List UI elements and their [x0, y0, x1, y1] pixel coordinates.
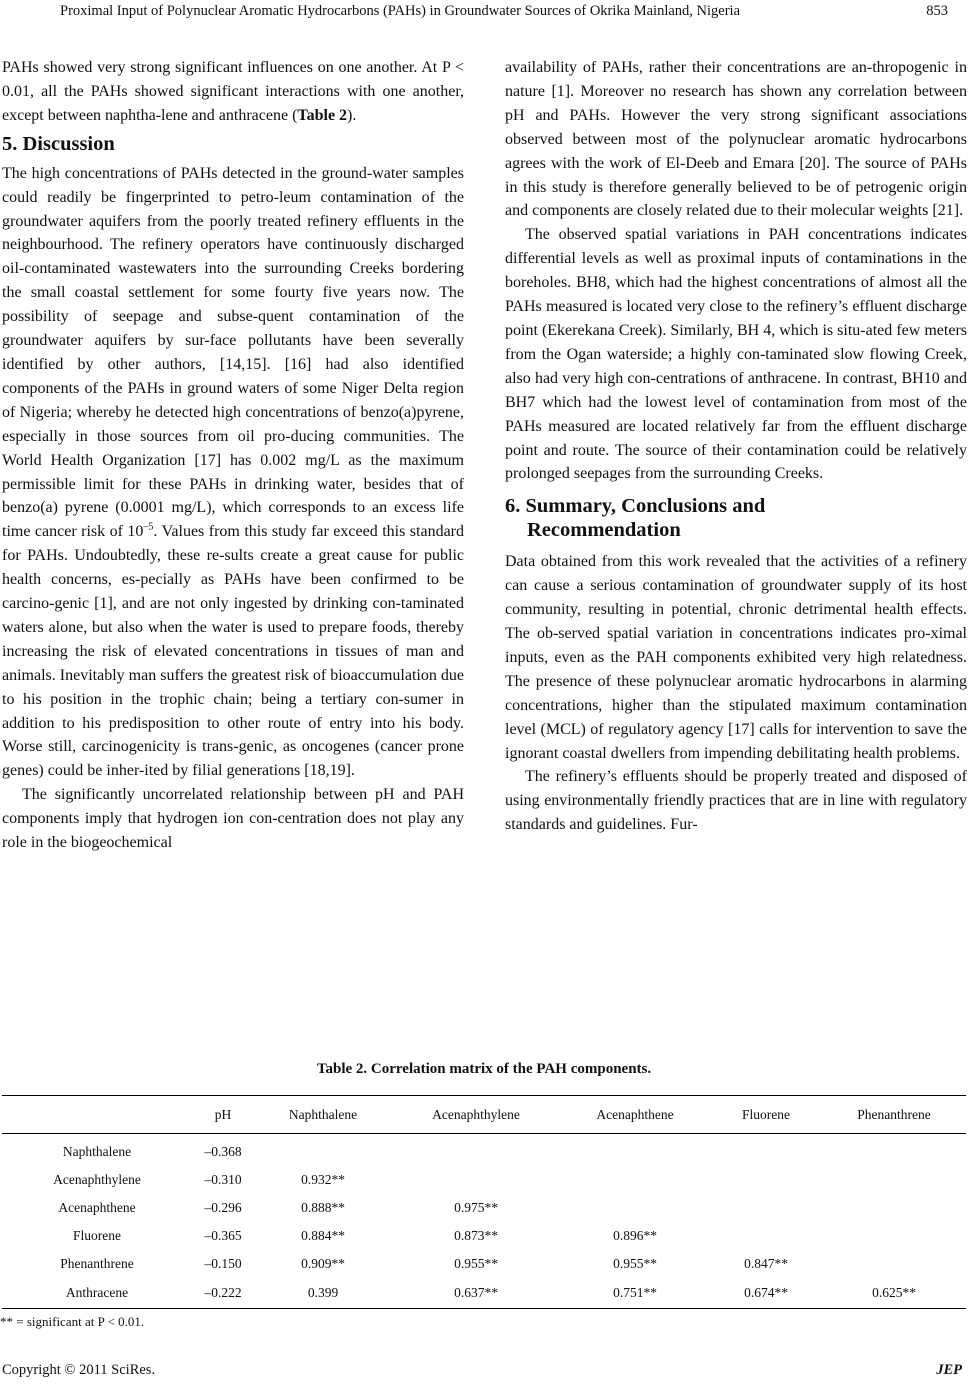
- table-cell: 0.674**: [710, 1278, 822, 1309]
- correlation-matrix-table: [2, 1095, 966, 1309]
- table-2-reference: Table 2: [297, 106, 348, 124]
- table-cell: 0.399: [254, 1278, 392, 1309]
- refinery-paragraph: The refinery’s effluents should be properly treated and disposed of using environmentally friendly practices that are in line with regulatory standards and guidelines. Fur-: [505, 768, 967, 834]
- table-cell: 0.888**: [301, 1200, 345, 1215]
- table-footnote: ** = significant at P < 0.01.: [0, 1314, 145, 1329]
- table-row: [2, 1222, 966, 1250]
- left-column: [2, 56, 464, 855]
- table-cell: Naphthalene: [62, 1144, 132, 1159]
- summary-heading-line-2: Recommendation: [527, 519, 681, 542]
- table-cell: 0.909**: [301, 1256, 345, 1271]
- table-cell: 0.847**: [744, 1256, 788, 1271]
- table-cell: –0.222: [192, 1278, 254, 1309]
- table-cell: –0.150: [204, 1256, 242, 1271]
- table-cell: 0.873**: [454, 1228, 498, 1243]
- table-cell: –0.368: [204, 1144, 242, 1159]
- table-cell: Fluorene: [73, 1228, 121, 1243]
- discussion-paragraph-1: [2, 162, 464, 784]
- table-2-block: [0, 1059, 968, 1329]
- table-cell: [710, 1134, 822, 1167]
- discussion-heading: 5. Discussion: [2, 132, 115, 155]
- discussion-text-b: . Values from this study far exceed this standard for PAHs. Undoubtedly, these re-sults create a great cause for public health concerns, es-pecially as PAHs have been confirmed to be carcino-genic [1], and are not only ingested by drinking con-taminated waters alone, but also when the water is used to prepare foods, thereby increasing the risk of elevated concentrations in tissues of man and animals. Inevitably man suffers the greatest risk of bioaccumulation due to his position in the trophic chain; being a tertiary con-sumer in addition to his predisposition to other route of entry into his body. Worse still, carcinogenicity is trans-genic, as oncogenes (cancer prone genes) could be inher-ited by filial generations [18,19].: [2, 523, 464, 780]
- spatial-variation-paragraph: The observed spatial variations in PAH concentrations indicates differential levels as well as proximal inputs of contaminations in the boreholes. BH8, which had the highest concentrations of almost all the PAHs measured is located very close to the refinery’s effluent discharge point (Ekerekana Creek). Similarly, BH 4, which is situ-ated few meters from the Ogan waterside; a highly con-taminated slow flowing Creek, also had very high con-centrations of anthracene. In contrast, BH10 and BH7 which had the lowest level of contamination from most of the PAHs measured are located relatively far from the effluent discharge point and route. The source of their contamination could be relatively prolonged seepages from the surrounding Creeks.: [505, 226, 967, 483]
- continuation-paragraph: availability of PAHs, rather their concentrations are an-thropogenic in nature [1]. Moreover no research has shown any correlation between pH and PAHs. However the very strong significant associations observed between most of the polynuclear aromatic hydrocarbons agrees with the work of El-Deeb and Emara [20]. The source of PAHs in this study is therefore generally believed to be of petrogenic origin and components are closely related due to their molecular weights [21].: [505, 59, 967, 220]
- table-cell: [710, 1166, 822, 1194]
- summary-heading: [505, 494, 967, 542]
- table-cell: 0.896**: [613, 1228, 657, 1243]
- table-header-cell: Naphthalene: [254, 1096, 392, 1134]
- table-row: [2, 1134, 966, 1167]
- journal-abbreviation: JEP: [936, 1362, 962, 1378]
- table-row: [2, 1166, 966, 1194]
- intro-text: PAHs showed very strong significant influences on one another. At P < 0.01, all the PAHs showed significant interactions with one another, except between naphtha-lene and anthracene (: [2, 59, 464, 124]
- table-cell: [822, 1134, 966, 1167]
- exponent: –5: [143, 521, 154, 533]
- table-cell: [254, 1134, 392, 1167]
- table-cell: [560, 1166, 710, 1194]
- table-cell: [560, 1134, 710, 1167]
- table-cell: 0.625**: [822, 1278, 966, 1309]
- table-header-cell: Fluorene: [710, 1096, 822, 1134]
- table-row: [2, 1194, 966, 1222]
- intro-text-end: ).: [347, 106, 357, 124]
- summary-paragraph: Data obtained from this work revealed that the activities of a refinery can cause a serious contamination of groundwater supply of its host community, resulting in potential, chronic detrimental health effects. The ob-served spatial variation in concentrations indicates pro-ximal inputs, even as the PAH components exhibited very high relatedness. The presence of these polynuclear aromatic hydrocarbons in alarming concentrations, higher than the stipulated maximum contamination level (MCL) of regulatory agency [17] calls for intervention to save the ignorant coastal dwellers from impending debilitating health problems.: [505, 553, 967, 762]
- table-cell: 0.955**: [454, 1256, 498, 1271]
- table-cell: –0.296: [204, 1200, 242, 1215]
- table-header-cell: Acenaphthylene: [392, 1096, 560, 1134]
- table-cell: –0.310: [204, 1172, 242, 1187]
- table-header-cell: pH: [192, 1096, 254, 1134]
- table-cell: Anthracene: [2, 1278, 192, 1309]
- table-cell: 0.884**: [301, 1228, 345, 1243]
- table-header-row: [2, 1096, 966, 1134]
- table-row: [2, 1278, 966, 1309]
- table-cell: [822, 1166, 966, 1194]
- table-cell: 0.637**: [392, 1278, 560, 1309]
- table-cell: –0.365: [204, 1228, 242, 1243]
- running-header: [0, 0, 968, 22]
- table-cell: [822, 1250, 966, 1278]
- table-cell: [560, 1194, 710, 1222]
- table-header-cell: Phenanthrene: [822, 1096, 966, 1134]
- intro-paragraph: [2, 56, 464, 128]
- page-number: 853: [926, 3, 948, 19]
- discussion-paragraph-2: The significantly uncorrelated relationship between pH and PAH components imply that hydrogen ion con-centration does not play any role in the biogeochemical: [2, 786, 464, 852]
- table-cell: 0.975**: [454, 1200, 498, 1215]
- table-cell: [710, 1222, 822, 1250]
- table-caption: Table 2. Correlation matrix of the PAH components.: [316, 1061, 652, 1077]
- table-cell: 0.932**: [301, 1172, 345, 1187]
- discussion-text-a: The high concentrations of PAHs detected in the ground-water samples could readily be fingerprinted to petro-leum contamination of the groundwater aquifers from the poorly treated refinery effluents in the neighbourhood. The refinery operators have continuously discharged oil-contaminated wastewaters into the surrounding Creeks bordering the small coastal settlement for some fourty five years now. The possibility of seepage and subse-quent contamination of the groundwater aquifers by sur-face pollutants have been severally identified by other authors, [14,15]. [16] had also identified components of the PAHs in ground waters of some Niger Delta region of Nigeria; whereby he detected high concentrations of benzo(a)pyrene, especially in those sources from oil pro-ducing communities. The World Health Organization [17] has 0.002 mg/L as the maximum permissible limit for these PAHs in drinking water, besides that of benzo(a) pyrene (0.0001 mg/L), which corresponds to an excess life time cancer risk of 10: [2, 164, 464, 541]
- table-cell: [710, 1194, 822, 1222]
- table-row: [2, 1250, 966, 1278]
- table-header-cell: Acenaphthene: [560, 1096, 710, 1134]
- copyright-notice: Copyright © 2011 SciRes.: [2, 1362, 156, 1378]
- table-cell: [392, 1134, 560, 1167]
- right-column: [505, 56, 967, 837]
- table-cell: 0.751**: [560, 1278, 710, 1309]
- running-title: Proximal Input of Polynuclear Aromatic Hydrocarbons (PAHs) in Groundwater Sources of Okrika Mainland, Nigeria: [60, 3, 741, 19]
- table-cell: [822, 1222, 966, 1250]
- table-cell: [822, 1194, 966, 1222]
- table-cell: [392, 1166, 560, 1194]
- table-cell: Acenaphthylene: [53, 1172, 141, 1187]
- table-cell: Phenanthrene: [60, 1256, 134, 1271]
- summary-heading-line-1: 6. Summary, Conclusions and: [505, 495, 766, 518]
- table-cell: 0.955**: [613, 1256, 657, 1271]
- table-cell: Acenaphthene: [58, 1200, 136, 1215]
- table-header-cell: [2, 1096, 192, 1134]
